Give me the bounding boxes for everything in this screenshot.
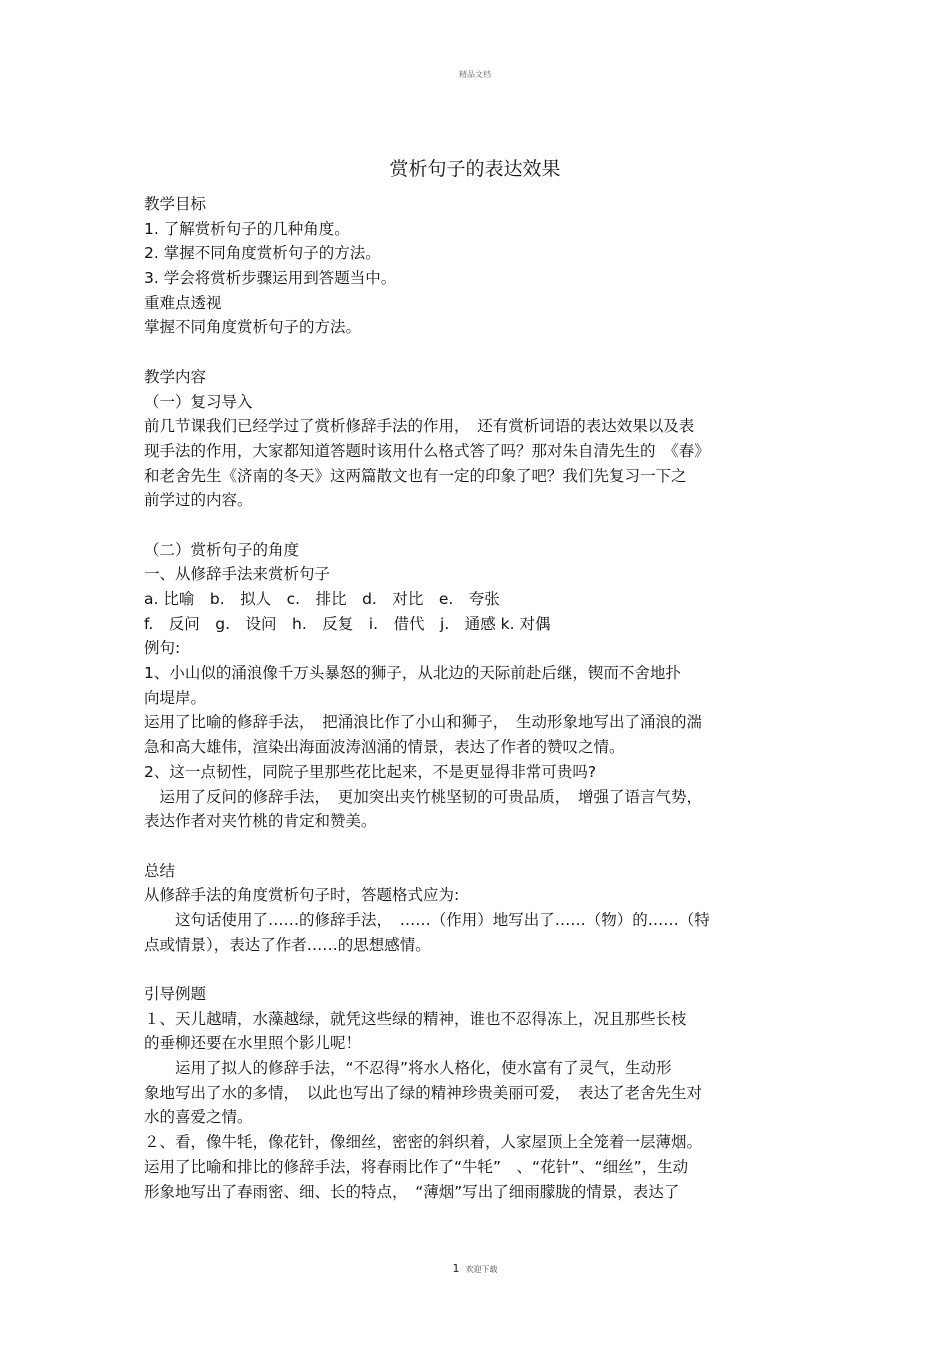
text-line: 运用了比喻的修辞手法， 把涌浪比作了小山和狮子， 生动形象地写出了涌浪的湍 <box>144 713 703 732</box>
header-watermark: 精品文档 <box>459 70 491 79</box>
text-line: 从修辞手法的角度赏析句子时，答题格式应为: <box>144 886 460 905</box>
document-title: 赏析句子的表达效果 <box>389 158 561 180</box>
text-line: 1、小山似的涌浪像千万头暴怒的狮子，从北边的天际前赴后继，锲而不舍地扑 <box>144 664 681 683</box>
text-line: 例句: <box>144 639 181 658</box>
text-line: 向堤岸。 <box>144 688 207 707</box>
text-line: 掌握不同角度赏析句子的方法。 <box>144 318 362 337</box>
text-line: 表达作者对夹竹桃的肯定和赞美。 <box>144 812 377 831</box>
blank-line <box>144 340 809 365</box>
text-line: 水的喜爱之情。 <box>144 1108 253 1127</box>
text-line: 点或情景），表达了作者……的思想感情。 <box>144 935 431 954</box>
text-line: （二）赏析句子的角度 <box>144 540 300 559</box>
footer-text: 欢迎下载 <box>465 1265 498 1274</box>
text-line: 运用了拟人的修辞手法，“不忍得”将水人格化，使水富有了灵气，生动形 <box>144 1059 672 1078</box>
text-line: 形象地写出了春雨密、细、长的特点， “薄烟”写出了细雨朦胧的情景，表达了 <box>144 1182 680 1201</box>
text-line: 的垂柳还要在水里照个影儿呢！ <box>144 1034 362 1053</box>
text-line: 2、这一点韧性，同院子里那些花比起来，不是更显得非常可贵吗? <box>144 762 597 781</box>
text-line: 1. 了解赏析句子的几种角度。 <box>144 219 350 238</box>
page-footer <box>0 1262 950 1275</box>
text-line: 现手法的作用，大家都知道答题时该用什么格式答了吗？那对朱自清先生的 《春》 <box>144 441 710 460</box>
text-line: 这句话使用了……的修辞手法， ……（作用）地写出了……（物）的……（特 <box>144 910 710 929</box>
text-line: ２、看，像牛牦，像花针，像细丝，密密的斜织着，人家屋顶上全笼着一层薄烟。 <box>144 1133 703 1152</box>
blank-line <box>144 513 809 538</box>
text-line: 重难点透视 <box>144 293 222 312</box>
text-line: 3. 学会将赏析步骤运用到答题当中。 <box>144 269 397 288</box>
blank-line <box>144 957 809 982</box>
text-line: 教学内容 <box>144 367 207 386</box>
text-line: 象地写出了水的多情， 以此也写出了绿的精神珍贵美丽可爱， 表达了老舍先生对 <box>144 1083 703 1102</box>
text-line: 前学过的内容。 <box>144 491 253 510</box>
text-line: （一）复习导入 <box>144 392 253 411</box>
blank-line <box>144 834 809 859</box>
text-line: f. 反问 g. 设问 h. 反复 i. 借代 j. 通感 k. 对偶 <box>144 614 551 633</box>
text-line: １、天儿越晴，水藻越绿，就凭这些绿的精神，谁也不忍得冻上，况且那些长枝 <box>144 1009 687 1028</box>
text-line: 2. 掌握不同角度赏析句子的方法。 <box>144 244 381 263</box>
page-number: 1 <box>452 1262 460 1275</box>
text-line: 运用了比喻和排比的修辞手法，将春雨比作了“牛牦” 、“花针”、“细丝”，生动 <box>144 1157 689 1176</box>
document-body <box>144 192 809 1204</box>
text-line: a. 比喻 b. 拟人 c. 排比 d. 对比 e. 夸张 <box>144 590 500 608</box>
text-line: 总结 <box>144 861 176 880</box>
text-line: 一、从修辞手法来赏析句子 <box>144 565 331 584</box>
text-line: 急和高大雄伟，渲染出海面波涛汹涌的情景，表达了作者的赞叹之情。 <box>144 738 625 757</box>
text-line: 运用了反问的修辞手法， 更加突出夹竹桃坚韧的可贵品质， 增强了语言气势， <box>144 787 703 806</box>
text-line: 前几节课我们已经学过了赏析修辞手法的作用， 还有赏析词语的表达效果以及表 <box>144 417 695 436</box>
text-line: 和老舍先生《济南的冬天》这两篇散文也有一定的印象了吧？我们先复习一下之 <box>144 466 687 485</box>
text-line: 引导例题 <box>144 985 207 1003</box>
text-line: 教学目标 <box>144 195 207 213</box>
